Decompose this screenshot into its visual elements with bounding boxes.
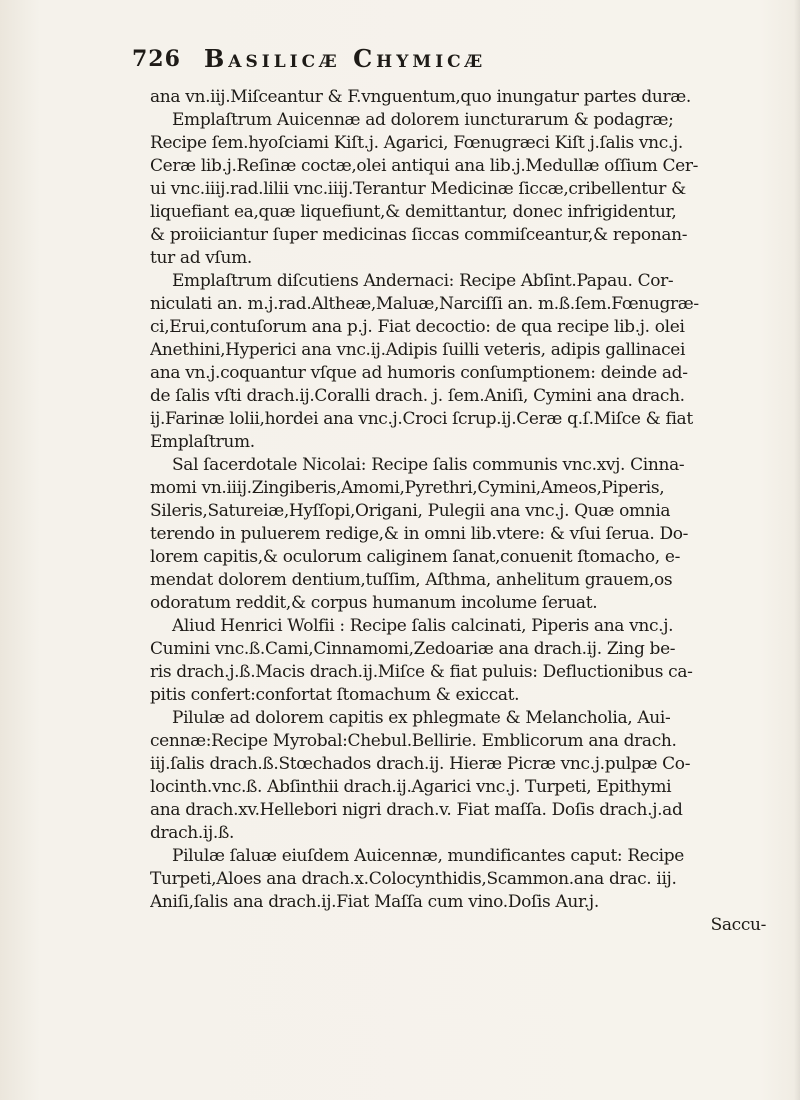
text-line: tur ad vſum. xyxy=(150,248,252,268)
running-head: Basilicæ Chymicæ xyxy=(204,44,487,73)
text-line: Turpeti,Aloes ana drach.x.Colocynthidis,Scammon.ana drac. iij. xyxy=(150,869,677,889)
catchword: Saccu- xyxy=(710,915,766,935)
text-line: Sileris,Satureiæ,Hyſſopi,Origani, Pulegii ana vnc.j. Quæ omnia xyxy=(150,501,671,521)
text-line: odoratum reddit,& corpus humanum incolume ſeruat. xyxy=(150,593,598,613)
text-line: ij.Farinæ lolii,hordei ana vnc.j.Croci ſcrup.ij.Ceræ q.ſ.Miſce & fiat xyxy=(150,409,693,429)
text-line: Cumini vnc.ß.Cami,Cinnamomi,Zedoariæ ana drach.ij. Zing be- xyxy=(150,639,676,659)
text-line: Pilulæ ad dolorem capitis ex phlegmate & Melancholia, Aui- xyxy=(172,708,671,728)
page-number: 726 xyxy=(132,46,181,72)
text-line: Anethini,Hyperici ana vnc.ij.Adipis ſuilli veteris, adipis gallinacei xyxy=(150,340,686,360)
text-line: pitis confert:confortat ſtomachum & exiccat. xyxy=(150,685,520,705)
text-line: Ceræ lib.j.Reſinæ coctæ,olei antiqui ana lib.j.Medullæ oſſium Cer- xyxy=(150,156,699,176)
text-line: ana vn.j.coquantur vſque ad humoris conſumptionem: deinde ad- xyxy=(150,363,688,383)
text-line: mendat dolorem dentium,tuſſim, Aſthma, anhelitum grauem,os xyxy=(150,570,673,590)
text-line: Pilulæ ſaluæ eiuſdem Auicennæ, mundificantes caput: Recipe xyxy=(172,846,685,866)
text-line: Emplaſtrum Auicennæ ad dolorem iuncturarum & podagræ; xyxy=(172,110,674,130)
text-line: locinth.vnc.ß. Abſinthii drach.ij.Agarici vnc.j. Turpeti, Epithymi xyxy=(150,777,672,797)
text-line: Sal ſacerdotale Nicolai: Recipe ſalis communis vnc.xvj. Cinna- xyxy=(172,455,685,475)
text-line: liquefiant ea,quæ liquefiunt,& demittantur, donec infrigidentur, xyxy=(150,202,677,222)
text-line: Emplaſtrum diſcutiens Andernaci: Recipe Abſint.Papau. Cor- xyxy=(172,271,674,291)
text-line: drach.ij.ß. xyxy=(150,823,235,843)
page-header xyxy=(132,40,732,80)
text-line: ana vn.iij.Miſceantur & F.vnguentum,quo inungatur partes duræ. xyxy=(150,87,691,107)
text-line: Aliud Henrici Wolfii : Recipe ſalis calcinati, Piperis ana vnc.j. xyxy=(172,616,674,636)
text-line: niculati an. m.j.rad.Altheæ,Maluæ,Narciſſi an. m.ß.ſem.Fœnugræ- xyxy=(150,294,699,314)
text-line: ui vnc.iiij.rad.lilii vnc.iiij.Terantur Medicinæ ſiccæ,cribellentur & xyxy=(150,179,686,199)
text-line: iij.ſalis drach.ß.Stœchados drach.ij. Hieræ Picræ vnc.j.pulpæ Co- xyxy=(150,754,691,774)
text-line: lorem capitis,& oculorum caliginem ſanat,conuenit ſtomacho, e- xyxy=(150,547,680,567)
text-line: ana drach.xv.Hellebori nigri drach.v. Fiat maſſa. Doſis drach.j.ad xyxy=(150,800,683,820)
text-line: ris drach.j.ß.Macis drach.ij.Miſce & fiat puluis: Defluctionibus ca- xyxy=(150,662,693,682)
text-line: de ſalis vſti drach.ij.Coralli drach. j. ſem.Aniſi, Cymini ana drach. xyxy=(150,386,685,406)
text-line: cennæ:Recipe Myrobal:Chebul.Bellirie. Emblicorum ana drach. xyxy=(150,731,677,751)
text-line: ci,Erui,contuſorum ana p.j. Fiat decoctio: de qua recipe lib.j. olei xyxy=(150,317,685,337)
text-line: & proiiciantur ſuper medicinas ſiccas commiſceantur,& reponan- xyxy=(150,225,688,245)
text-line: Recipe ſem.hyoſciami Kiſt.j. Agarici, Fœnugræci Kiſt j.ſalis vnc.j. xyxy=(150,133,683,153)
text-line: Aniſi,ſalis ana drach.ij.Fiat Maſſa cum vino.Doſis Aur.j. xyxy=(150,892,599,912)
text-line: momi vn.iiij.Zingiberis,Amomi,Pyrethri,Cymini,Ameos,Piperis, xyxy=(150,478,665,498)
text-line: Emplaſtrum. xyxy=(150,432,255,452)
text-line: terendo in puluerem redige,& in omni lib.vtere: & vſui ſerua. Do- xyxy=(150,524,689,544)
page-edge-shadow xyxy=(794,0,800,1100)
body-text xyxy=(150,86,780,937)
